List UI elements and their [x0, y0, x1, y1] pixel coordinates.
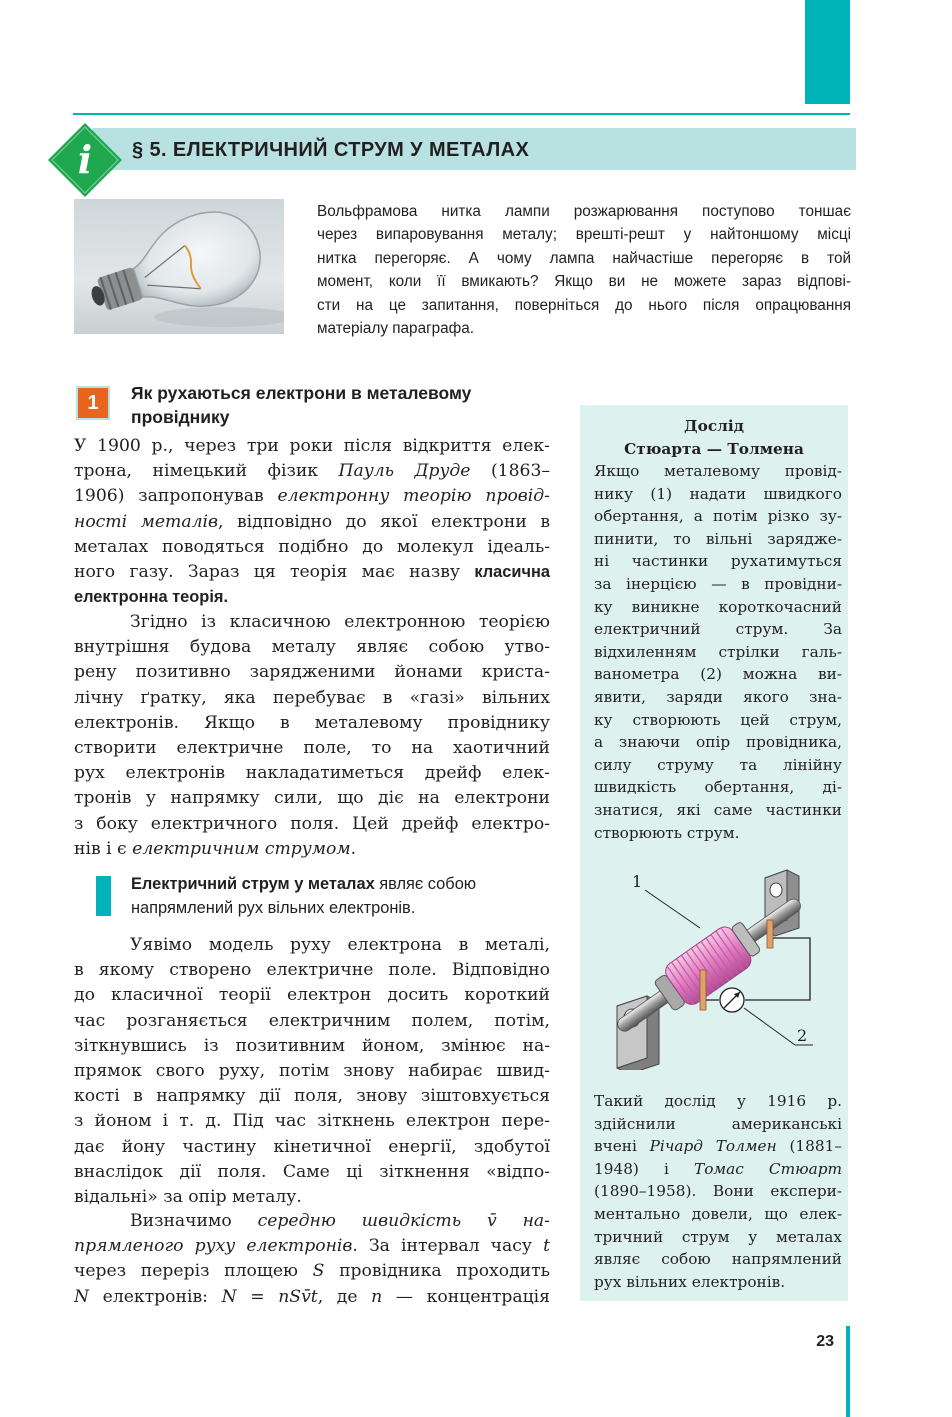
text-line: з йоном і т. д. Під час зіткнень електрон пере- [74, 1111, 550, 1132]
sidebar-line: являє собою напрямлений [594, 1250, 842, 1269]
text-line: електронна теорія. [74, 588, 228, 607]
section-number-badge: 1 [76, 386, 110, 420]
section-title [131, 381, 561, 429]
figure-label-conductor: 1 [632, 872, 643, 891]
text-line: прямленого руху електронів. За інтервал часу t [74, 1236, 550, 1257]
sidebar-heading-line: Стюарта — Толмена [624, 439, 804, 458]
text-line: Визначимо середню швидкість v̄ на- [130, 1211, 550, 1231]
page-number-rule [846, 1326, 850, 1417]
sidebar-line: швидкість обертання, ді- [594, 778, 842, 797]
text-line: У 1900 р., через три роки після відкриття елек- [74, 436, 550, 456]
text-line: рух електронів накладатиметься дрейф елек- [74, 763, 550, 784]
text-line: в якому створено електричне поле. Відповідно [74, 960, 550, 981]
svg-text:i: i [77, 137, 93, 182]
sidebar-history [594, 1090, 842, 1293]
text-line: ного газу. Зараз ця теорія має назву класична [74, 562, 550, 583]
text-line: нів і є електричним струмом. [74, 838, 357, 859]
text-line: зіткнувшись із позитивним йоном, змінює на- [74, 1035, 550, 1056]
text-line: до класичної теорії електрон досить короткий [74, 985, 550, 1006]
intro-line: нитка перегоряє. А чому лампа найчастіше перегоряє в той [317, 249, 851, 267]
text-line: створити електричне поле, то на хаотичний [74, 738, 550, 759]
sidebar-line: ні частинки рухатимуться [594, 552, 842, 571]
section-title-line: Як рухаються електрони в металевому [131, 383, 472, 403]
sidebar-line: електричний струм. За [594, 620, 842, 639]
paragraph-velocity [74, 1209, 550, 1310]
sidebar-description [594, 460, 842, 844]
sidebar-heading-line: Дослід [684, 417, 744, 435]
text-line: N електронів: N = nSv̄t, де n — концентрація [74, 1286, 550, 1307]
corner-tab [805, 0, 850, 104]
info-icon [46, 121, 124, 199]
intro-line: Вольфрамова нитка лампи розжарювання поступово тоншає [317, 203, 851, 220]
sidebar-line: силу струму та лінійну [594, 755, 842, 774]
text-line: 1906) запропонував електронну теорію провід- [74, 486, 550, 507]
sidebar-line: рух вільних електронів. [594, 1272, 786, 1291]
text-line: лічну ґратку, яка перебуває в «газі» вільних [74, 687, 550, 708]
intro-paragraph [317, 200, 851, 340]
sidebar-line: створюють струм. [594, 823, 740, 842]
intro-line: сти на це запитання, поверніться до нього після опрацювання [317, 296, 851, 314]
text-line: металах поводяться подібно до молекул ідеаль- [74, 536, 550, 557]
sidebar-line: відхиленням стрілки галь- [594, 642, 842, 661]
sidebar-line: обертання, а потім різко зу- [594, 507, 842, 526]
text-line: відальні» за опір металу. [74, 1187, 302, 1208]
sidebar-line: пинити, то вільні заряджe- [594, 529, 842, 548]
text-line: Згідно із класичною електронною теорією [130, 612, 550, 632]
text-line: з боку електричного поля. Цей дрейф електро- [74, 813, 550, 834]
text-line: прямок свого руху, потім знову набирає швид- [74, 1061, 550, 1082]
text-line: Уявімо модель руху електрона в металі, [130, 935, 550, 955]
text-line: трона, німецький фізик Пауль Друде (1863– [74, 461, 550, 482]
sidebar-line: ку виникне короткочасний [594, 597, 842, 616]
sidebar-line: ментально довели, що елек- [594, 1204, 842, 1223]
text-line: дає йону частину кінетичної енергії, здобутої [74, 1136, 550, 1157]
definition-line: напрямлений рух вільних електронів. [131, 899, 416, 917]
sidebar-line: Такий дослід у 1916 р. [594, 1092, 842, 1110]
sidebar-line: за інерцією — в провідни- [594, 574, 842, 593]
intro-line: момент, коли її вмикають? Якщо ви не можете зараз відпові- [317, 273, 851, 291]
text-line: електронів. Якщо в металевому провіднику [74, 712, 550, 733]
sidebar-line: ку створюють цей струм, [594, 710, 842, 729]
page-title: § 5. ЕЛЕКТРИЧНИЙ СТРУМ У МЕТАЛАХ [132, 139, 530, 161]
definition-box [131, 872, 551, 920]
intro-line: матеріалу параграфа. [317, 320, 475, 338]
text-line: кості в напрямку дії поля, знову зіштовхується [74, 1086, 550, 1107]
sidebar-line: здійснили американські [594, 1114, 842, 1133]
sidebar-line: явити, заряди якого зна- [594, 687, 842, 706]
text-line: рену позитивно зарядженими йонами криста- [74, 662, 550, 683]
sidebar-line: вчені Річард Толмен (1881– [594, 1137, 842, 1156]
sidebar-line: Якщо металевому провід- [594, 462, 842, 480]
sidebar-line: (1890–1958). Вони експери- [594, 1182, 842, 1201]
text-line: тронів у напрямку сили, що діє на електрони [74, 788, 550, 809]
sidebar-line: ванометра (2) можна ви- [594, 665, 842, 684]
text-line: через переріз площею S провідника проходить [74, 1261, 550, 1282]
definition-marker [96, 876, 111, 916]
paragraph-drude [74, 434, 550, 610]
section-title-line: провіднику [131, 407, 230, 427]
figure-label-galvanometer: 2 [797, 1026, 808, 1045]
text-line: внутрішня будова металу являє собою утво- [74, 637, 550, 658]
intro-line: через випаровування металу; врешті-решт у найтоншому місці [317, 226, 851, 244]
paragraph-model [74, 933, 550, 1210]
text-line: час розганяється електричним полем, потім, [74, 1010, 550, 1031]
sidebar-line: знатися, які саме частинки [594, 800, 842, 819]
sidebar-line: нику (1) надати швидкого [594, 484, 842, 503]
text-line: ності металів, відповідно до якої електрони в [74, 511, 551, 532]
light-bulb-photo [74, 199, 284, 334]
sidebar-line: тричний струм у металах [594, 1227, 842, 1246]
paragraph-theory [74, 610, 550, 862]
page-number: 23 [816, 1333, 834, 1350]
header-rule [73, 113, 850, 115]
definition-line: Електричний струм у металах являє собою [131, 875, 477, 893]
text-line: внаслідок дії поля. Саме ці зіткнення «відпо- [74, 1161, 550, 1182]
sidebar-line: 1948) і Томас Стюарт [594, 1159, 842, 1178]
sidebar-line: а знаючи опір провідника, [594, 733, 842, 752]
sidebar-heading [580, 415, 848, 460]
